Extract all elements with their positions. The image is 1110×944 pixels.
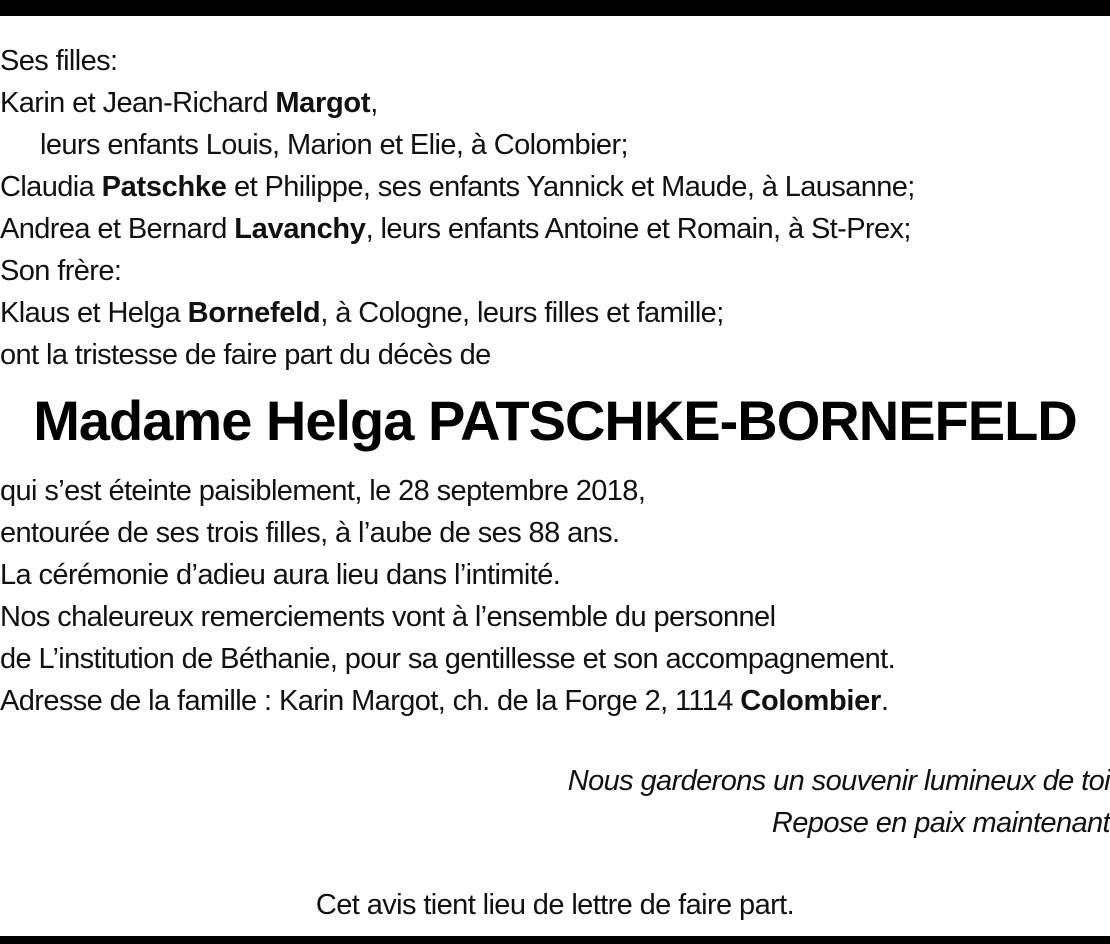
closing-verses bbox=[568, 760, 1110, 844]
family-line-lavanchy: Andrea et Bernard Lavanchy, leurs enfants Antoine et Romain, à St-Prex; bbox=[0, 213, 911, 245]
bottom-rule bbox=[0, 936, 1110, 944]
details-line-institution: de L’institution de Béthanie, pour sa gentillesse et son accompagnement. bbox=[0, 643, 896, 675]
surname-bornefeld: Bornefeld bbox=[187, 297, 321, 329]
closing-line-1: Nous garderons un souvenir lumineux de toi bbox=[567, 765, 1110, 797]
family-line-patschke: Claudia Patschke et Philippe, ses enfants Yannick et Maude, à Lausanne; bbox=[0, 171, 915, 203]
details-line-age: entourée de ses trois filles, à l’aube de ses 88 ans. bbox=[0, 517, 620, 549]
details-line-date: qui s’est éteinte paisiblement, le 28 septembre 2018, bbox=[0, 475, 646, 507]
family-line-margot: Karin et Jean-Richard Margot, bbox=[0, 87, 378, 119]
family-list bbox=[0, 40, 1110, 376]
details-line-thanks: Nos chaleureux remerciements vont à l’ensemble du personnel bbox=[0, 601, 776, 633]
top-rule bbox=[0, 0, 1110, 16]
details-block bbox=[0, 470, 1110, 722]
brother-heading: Son frère: bbox=[0, 255, 122, 287]
closing-line-2: Repose en paix maintenant bbox=[771, 807, 1110, 839]
details-line-ceremony: La cérémonie d’adieu aura lieu dans l’intimité. bbox=[0, 559, 561, 591]
announcement-line: ont la tristesse de faire part du décès de bbox=[0, 339, 491, 371]
surname-lavanchy: Lavanchy bbox=[234, 213, 366, 245]
family-line-children-colombier: leurs enfants Louis, Marion et Elie, à Colombier; bbox=[40, 129, 628, 161]
surname-patschke: Patschke bbox=[101, 171, 227, 203]
deceased-name: Madame Helga PATSCHKE-BORNEFELD bbox=[33, 389, 1077, 452]
daughters-heading: Ses filles: bbox=[0, 45, 118, 77]
address-city: Colombier bbox=[740, 685, 881, 717]
footer-note: Cet avis tient lieu de lettre de faire part. bbox=[315, 889, 795, 921]
family-address: Adresse de la famille : Karin Margot, ch. de la Forge 2, 1114 Colombier. bbox=[0, 685, 889, 717]
surname-margot: Margot bbox=[275, 87, 371, 119]
family-line-bornefeld: Klaus et Helga Bornefeld, à Cologne, leurs filles et famille; bbox=[0, 297, 724, 329]
